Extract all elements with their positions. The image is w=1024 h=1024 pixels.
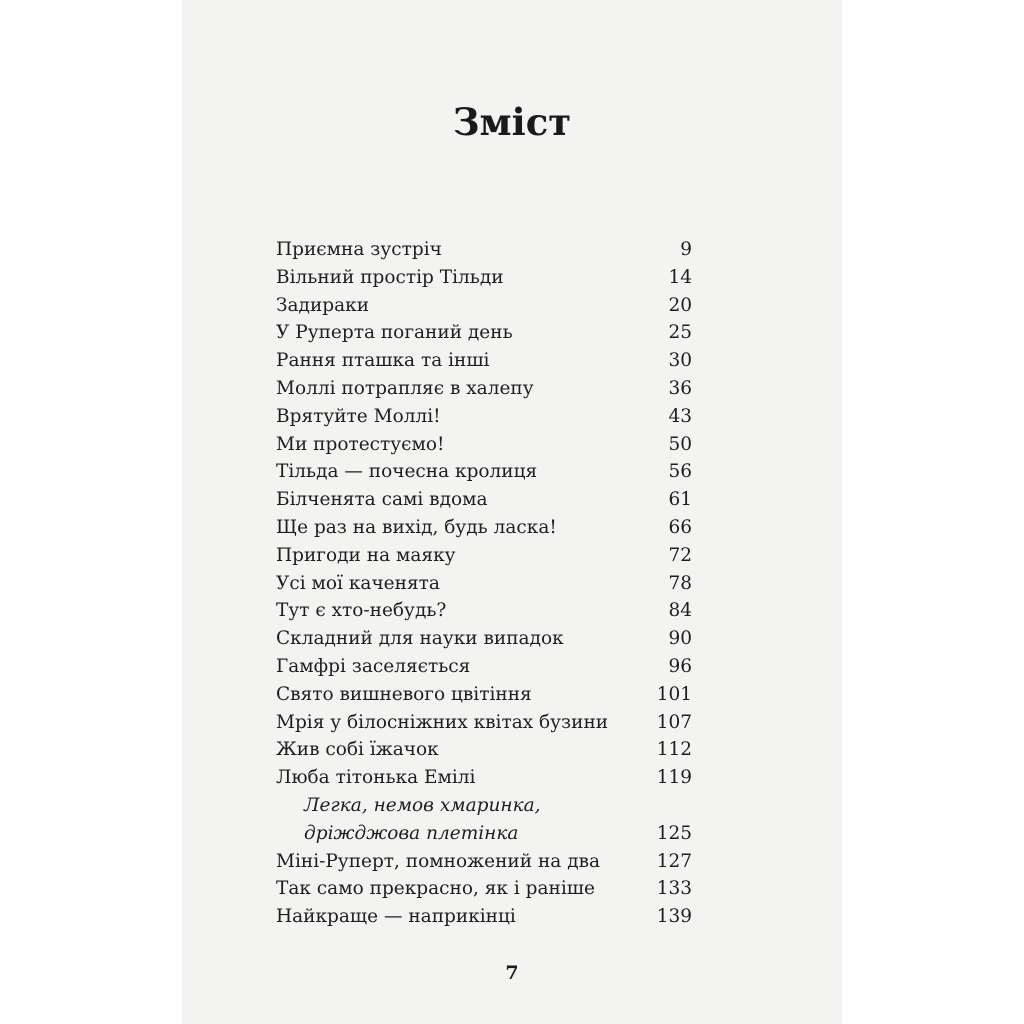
toc-entry-page: 84 [668, 600, 692, 622]
toc-entry [276, 570, 692, 598]
toc-entry-page: 107 [656, 711, 692, 733]
toc-entry-page: 9 [680, 239, 692, 260]
toc-entry-title: Жив собі їжачок [276, 739, 439, 761]
toc-entry [276, 764, 692, 792]
toc-entry-title: дріжджова плетінка [304, 822, 519, 844]
toc-entry-page: 72 [668, 544, 692, 566]
toc-entry-title: Так само прекрасно, як і раніше [276, 878, 595, 900]
toc-entry-page: 133 [656, 878, 692, 900]
toc-entry-title: Свято вишневого цвітіння [276, 683, 532, 705]
toc-entry-title: Врятуйте Моллі! [276, 405, 441, 427]
toc-entry-italic [276, 792, 692, 820]
toc-entry-page: 125 [656, 822, 692, 844]
toc-entry-page: 61 [668, 489, 692, 511]
toc-entry [276, 347, 692, 375]
toc-entry-title: Мрія у білосніжних квітах бузини [276, 711, 609, 733]
toc-entry-title: Гамфрі заселяється [276, 655, 471, 677]
toc-entry-page: 127 [656, 850, 692, 872]
toc-entry-title: Тут є хто-небудь? [276, 600, 447, 622]
toc-entry [276, 542, 692, 570]
toc-entry [276, 848, 692, 876]
toc-entry-title: Ще раз на вихід, будь ласка! [276, 516, 557, 538]
toc-entry-title: Моллі потрапляє в халепу [276, 377, 534, 399]
toc-entry [276, 403, 692, 431]
toc-entry-title: Рання пташка та інші [276, 350, 490, 372]
toc-entry [276, 736, 692, 764]
toc-entry-page: 43 [668, 405, 692, 427]
toc-entry-page: 50 [668, 433, 692, 455]
toc-entry-title: Білченята самі вдома [276, 489, 488, 511]
toc-entry-page: 36 [668, 377, 692, 399]
toc-entry-title: Приємна зустріч [276, 239, 442, 260]
toc-entry [276, 375, 692, 403]
toc-entry-page: 96 [668, 655, 692, 677]
toc-entry [276, 597, 692, 625]
toc-entry [276, 458, 692, 486]
toc-entry [276, 431, 692, 459]
toc-entry-page: 30 [668, 350, 692, 372]
toc-entry-page: 90 [668, 628, 692, 650]
page-title: Зміст [452, 100, 572, 144]
toc-entry [276, 486, 692, 514]
toc-entry-page: 56 [668, 461, 692, 483]
toc-entry [276, 709, 692, 737]
toc-entry [276, 264, 692, 292]
toc-entry-title: Задираки [276, 294, 370, 316]
toc-entry-title: Міні-Руперт, помножений на два [276, 850, 601, 872]
toc-entry [276, 292, 692, 320]
toc-entry [276, 625, 692, 653]
toc-entry [276, 875, 692, 903]
toc-entry-title: Люба тітонька Емілі [276, 767, 476, 789]
toc-entry-page: 139 [656, 906, 692, 928]
toc-entry-title: Усі мої каченята [276, 572, 440, 594]
toc-entry-page: 66 [668, 516, 692, 538]
toc-entry-page: 78 [668, 572, 692, 594]
toc-entry-title: У Руперта поганий день [276, 322, 513, 344]
toc-entry-title: Тільда — почесна кролиця [276, 461, 538, 483]
toc-entry-italic [276, 820, 692, 848]
toc-entry-page: 25 [668, 322, 692, 344]
toc-entry-page: 20 [668, 294, 692, 316]
toc-entry-page: 119 [656, 767, 692, 789]
toc-entry [276, 681, 692, 709]
toc-entry [276, 903, 692, 931]
toc-entry-title: Складний для науки випадок [276, 628, 564, 650]
toc-entry-page: 14 [668, 266, 692, 288]
toc-entry-title: Пригоди на маяку [276, 544, 456, 566]
toc-entry [276, 653, 692, 681]
page-number: 7 [505, 962, 519, 984]
toc-entry-page: 101 [656, 683, 692, 705]
toc-entry [276, 319, 692, 347]
toc-entry-title: Найкраще — наприкінці [276, 906, 516, 928]
toc-entry [276, 514, 692, 542]
toc-entry-page: 112 [656, 739, 692, 761]
toc-entry-title: Ми протестуємо! [276, 433, 445, 455]
toc-entry-title: Вільний простір Тільди [276, 266, 504, 288]
book-page [182, 0, 842, 1024]
toc-entry [276, 236, 692, 264]
table-of-contents [276, 236, 692, 931]
toc-entry-title: Легка, немов хмаринка, [304, 794, 541, 816]
